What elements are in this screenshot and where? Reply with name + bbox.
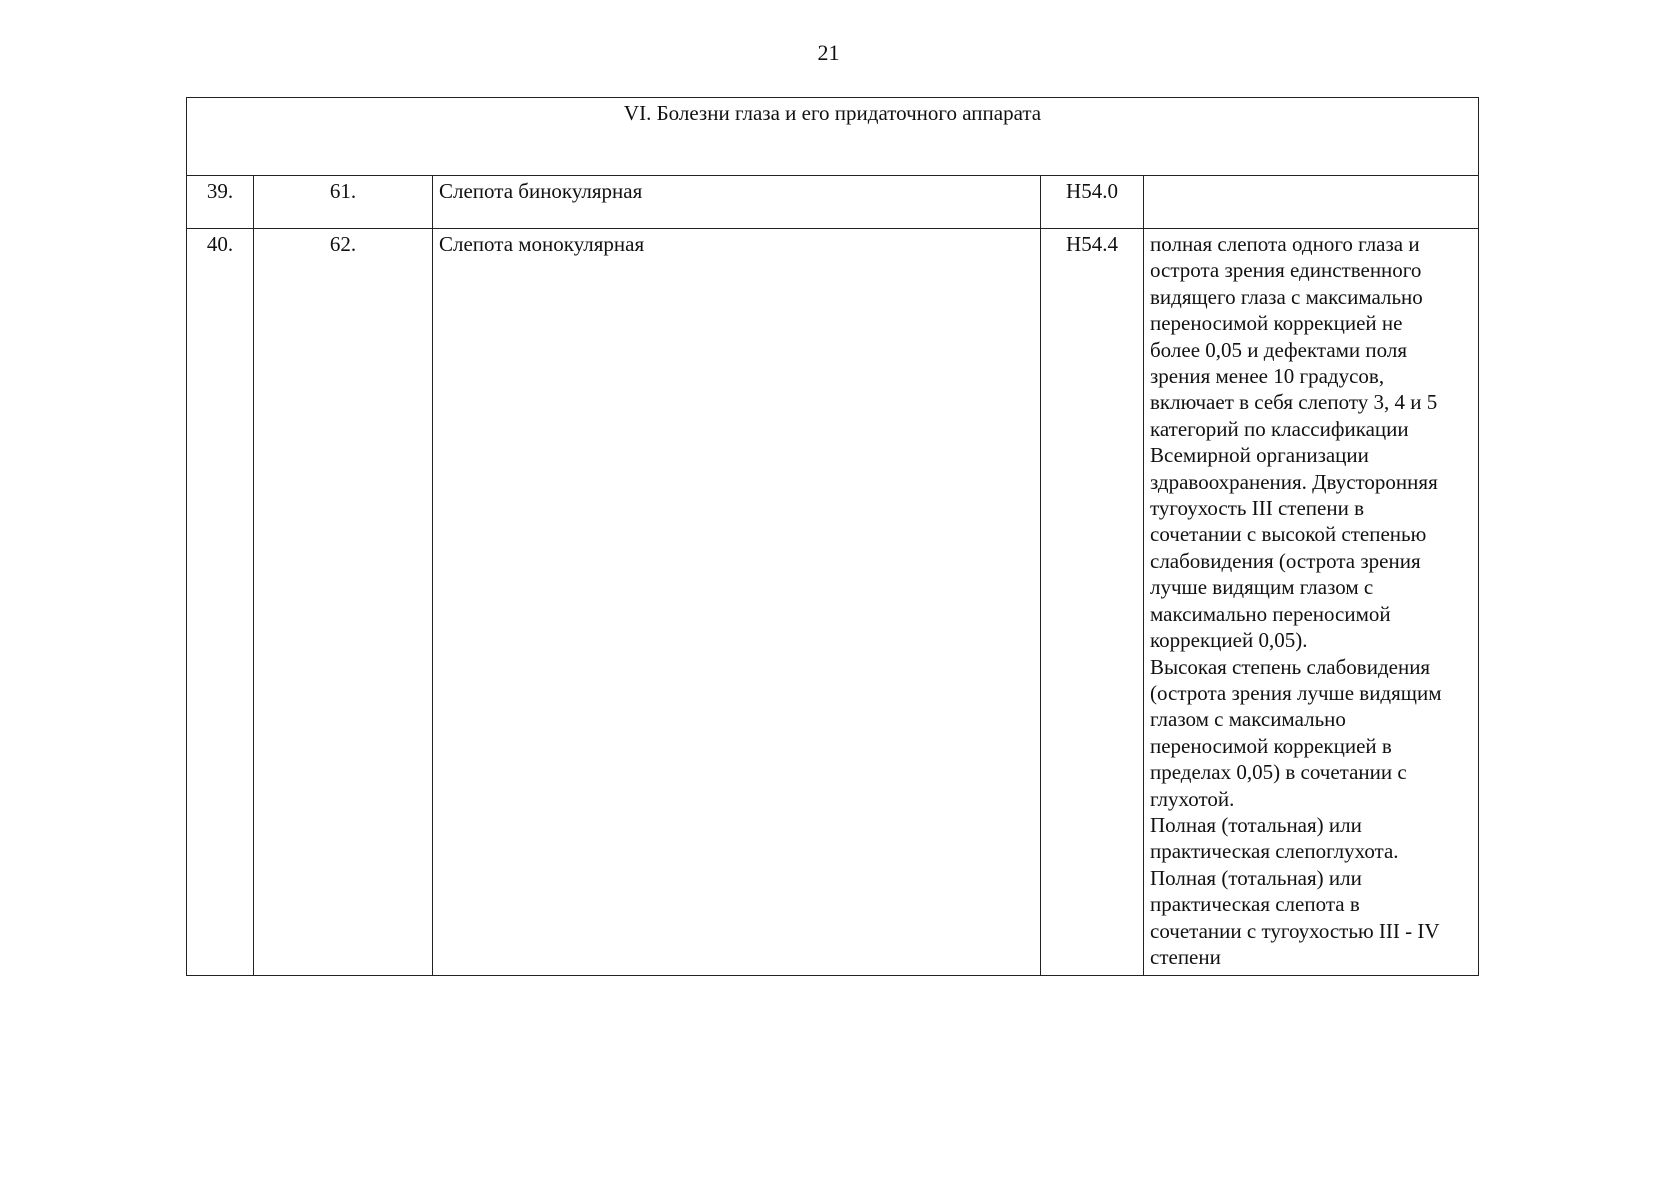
disease-name: Слепота бинокулярная <box>433 176 1041 229</box>
row-subnumber: 61. <box>254 176 433 229</box>
criteria-note: полная слепота одного глаза и острота зрения единственного видящего глаза с максимально переносимой коррекцией не более 0,05 и дефектами поля зрения менее 10 градусов, включает в себя слепоту 3, 4 и 5 категорий по классификации Всемирной организации здравоохранения. Двусторонняя тугоухость III степени в сочетании с высокой степенью слабовидения (острота зрения лучше видящим глазом с максимально переносимой коррекцией 0,05). Высокая степень слабовидения (острота зрения лучше видящим глазом с максимально переносимой коррекцией в пределах 0,05) в сочетании с глухотой. Полная (тотальная) или практическая слепоглухота. Полная (тотальная) или практическая слепота в сочетании с тугоухостью III - IV степени <box>1144 229 1479 976</box>
disease-table <box>186 97 1479 976</box>
row-subnumber: 62. <box>254 229 433 976</box>
icd-code: H54.4 <box>1041 229 1144 976</box>
row-number: 39. <box>187 176 254 229</box>
page-number: 21 <box>817 40 840 65</box>
criteria-note <box>1144 176 1479 229</box>
section-heading-row <box>187 98 1479 176</box>
disease-name: Слепота монокулярная <box>433 229 1041 976</box>
row-number: 40. <box>187 229 254 976</box>
section-title: VI. Болезни глаза и его придаточного аппарата <box>187 98 1479 176</box>
icd-code: H54.0 <box>1041 176 1144 229</box>
table-row <box>187 229 1479 976</box>
table-row <box>187 176 1479 229</box>
